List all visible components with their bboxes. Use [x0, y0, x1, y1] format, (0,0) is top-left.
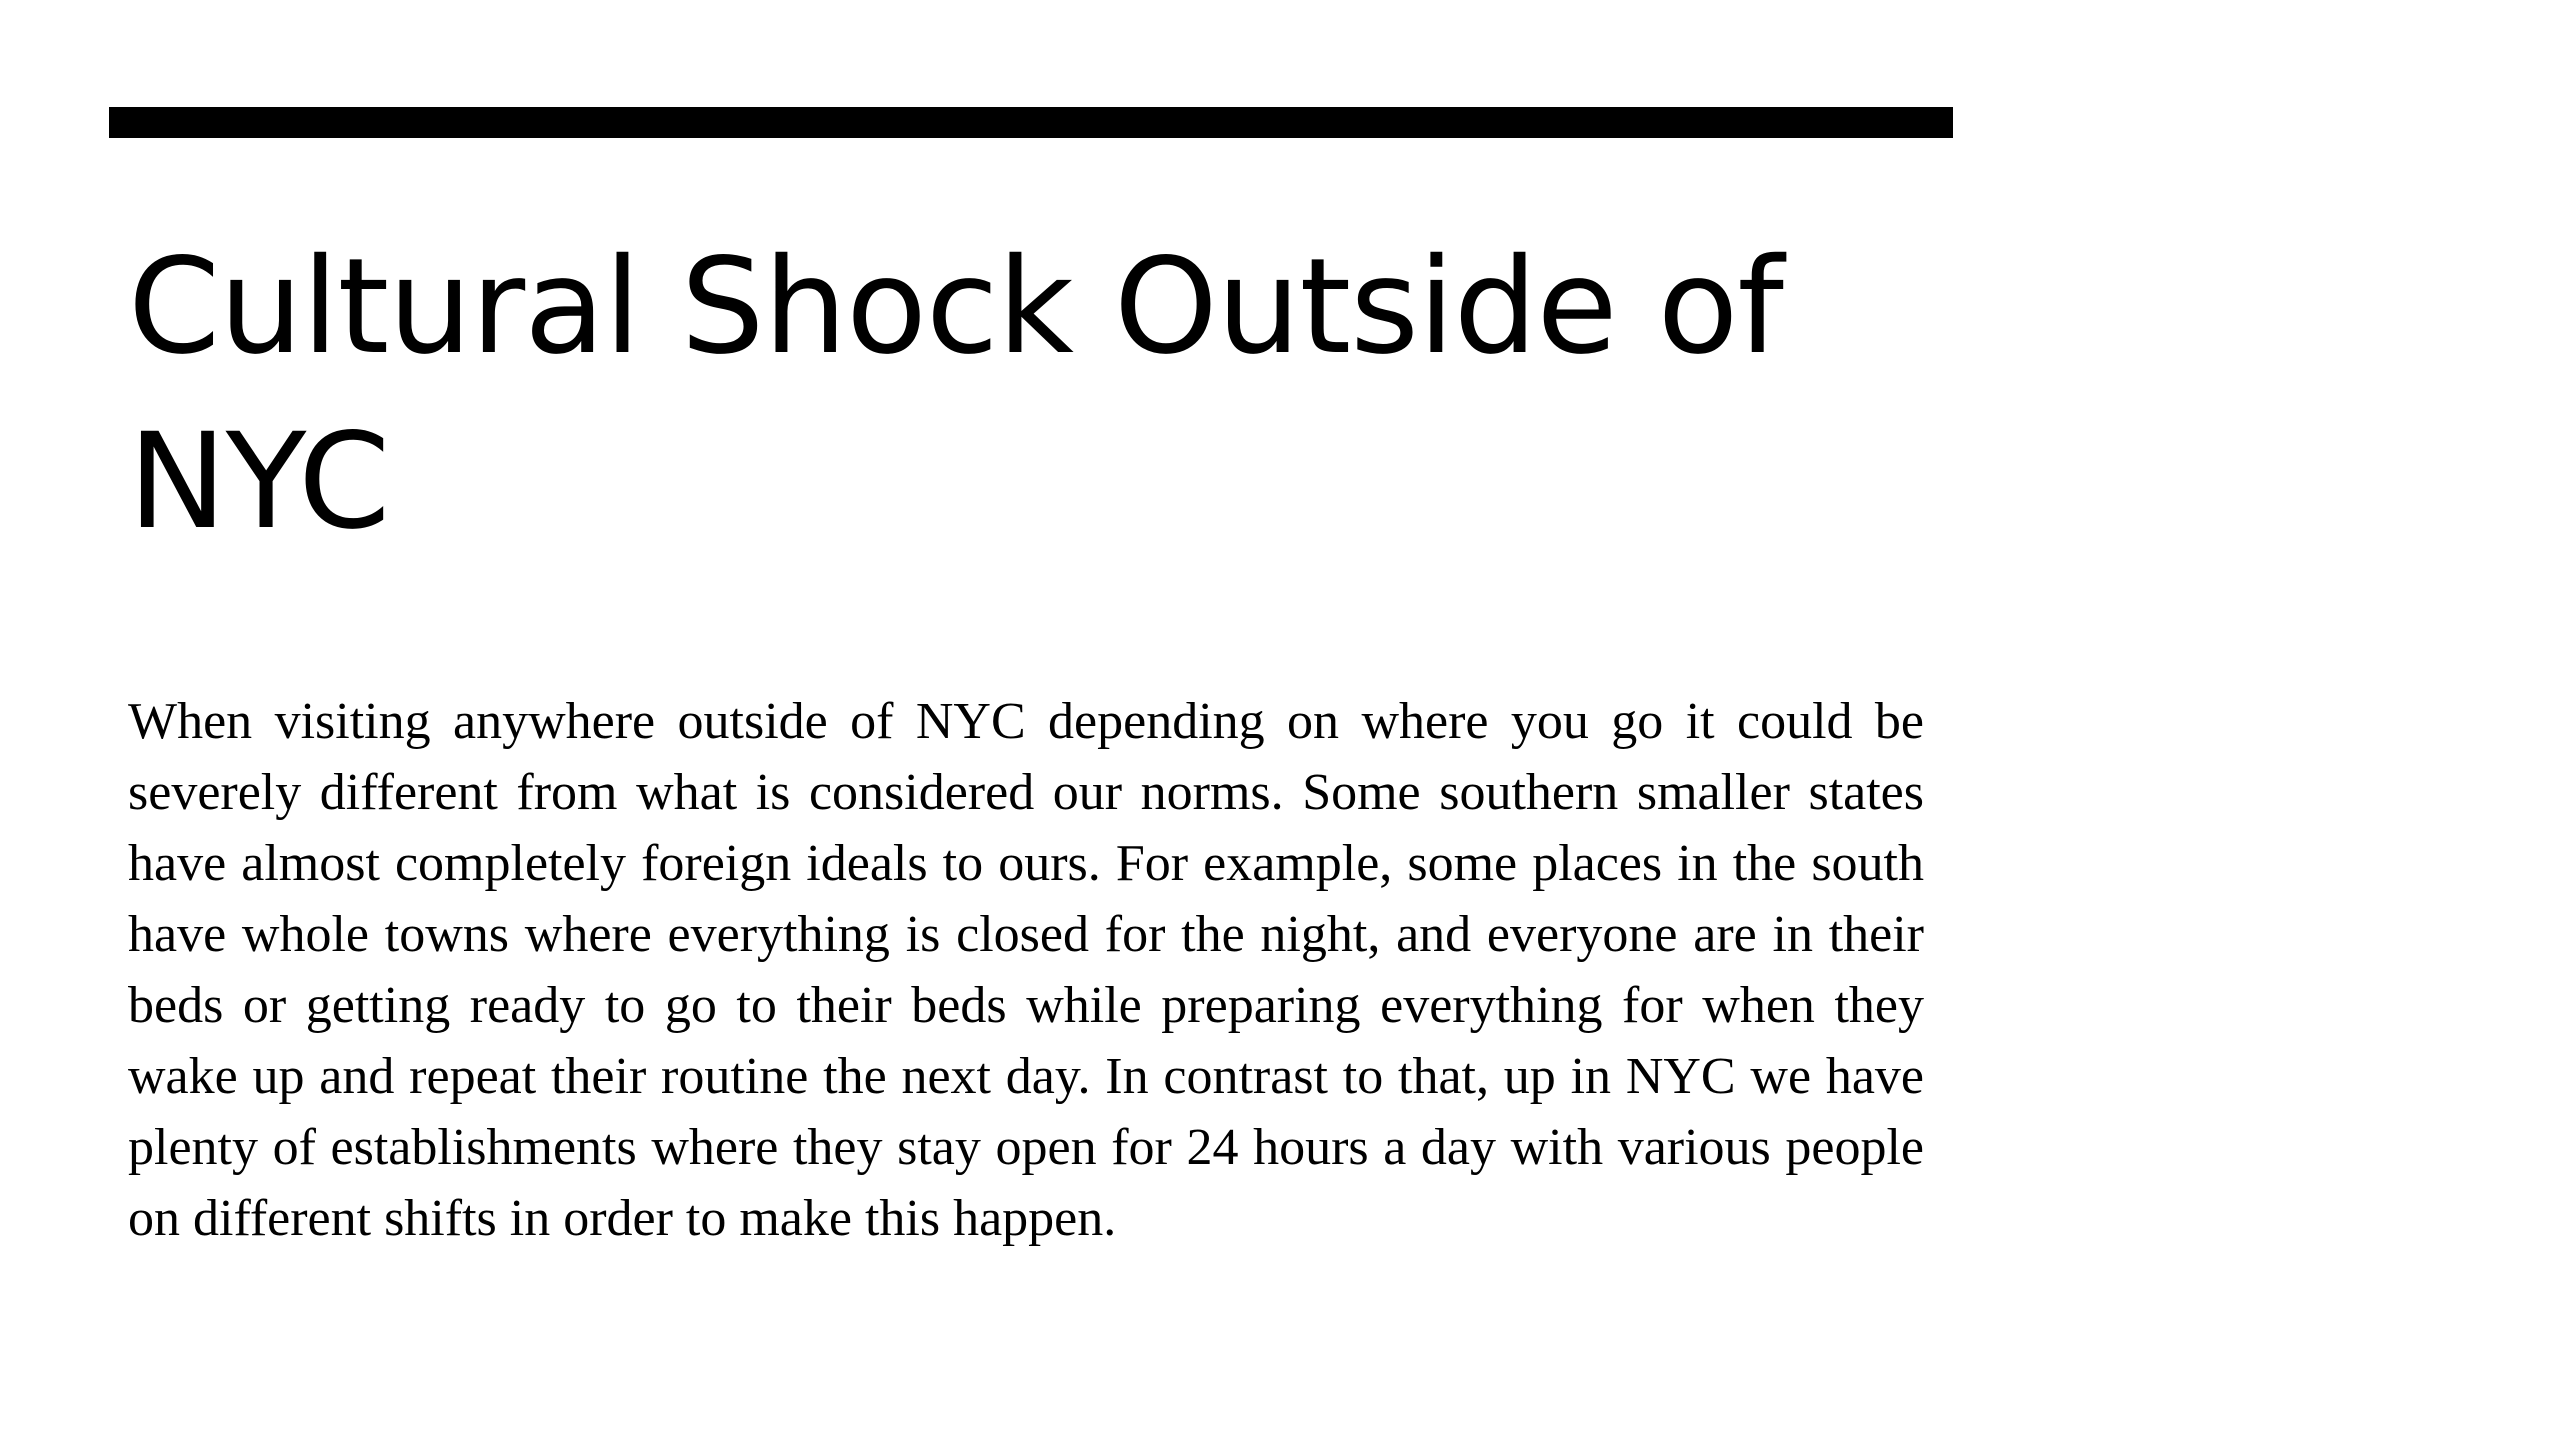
slide-body-text: When visiting anywhere outside of NYC depending on where you go it could be severely different from what is considered our norms. Some southern smaller states have almost completely foreign ideals to ours. For example, some places in the south have whole towns where everything is closed for the night, and everyone are in their beds or getting ready to go to their beds while preparing everything for when they wake up and repeat their routine the next day. In contrast to that, up in NYC we have plenty of establishments where they stay open for 24 hours a day with various people on different shifts in order to make this happen. [128, 693, 1924, 1247]
slide-title: Cultural Shock Outside of NYC [128, 230, 1783, 559]
title-accent-bar [109, 107, 1953, 138]
